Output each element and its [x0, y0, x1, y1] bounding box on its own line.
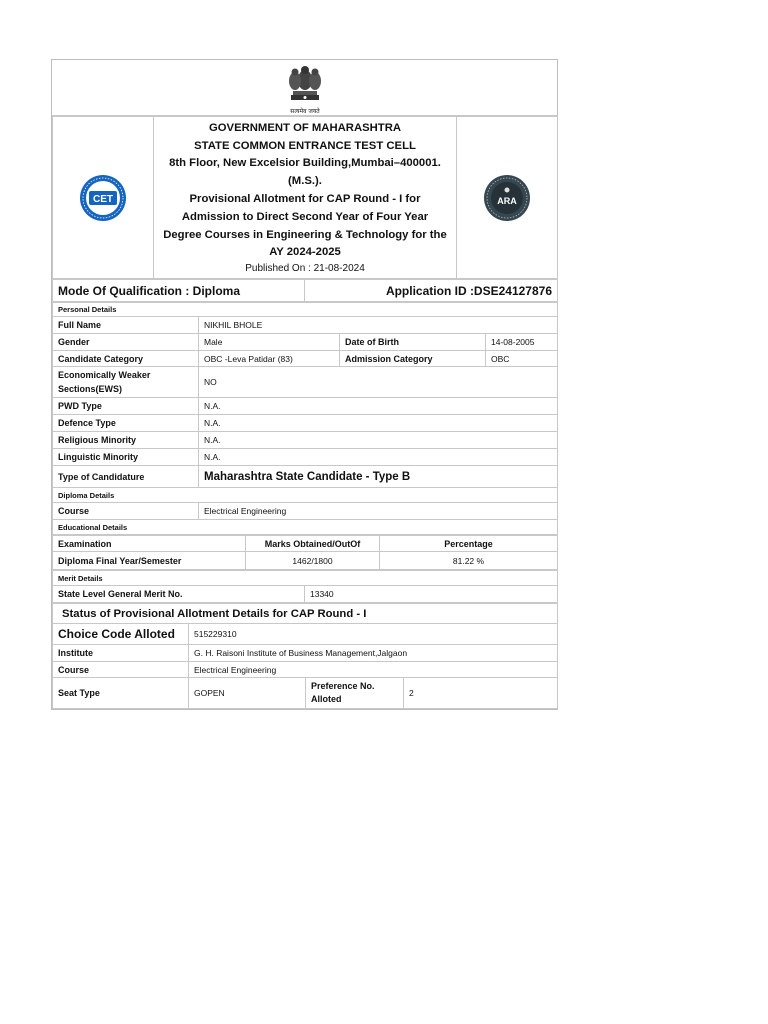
candidate-category-label: Candidate Category	[53, 351, 199, 367]
defence-type-label: Defence Type	[53, 415, 199, 432]
application-id: Application ID :DSE24127876	[305, 280, 558, 302]
educational-details-table	[52, 535, 558, 570]
religious-minority-value: N.A.	[199, 432, 558, 449]
candidature-type-label: Type of Candidature	[53, 466, 199, 488]
choice-code-value: 515229310	[189, 624, 558, 645]
header-line-3: 8th Floor, New Excelsior Building,Mumbai–400001.	[169, 157, 441, 170]
header-table	[52, 116, 558, 279]
right-logo-cell	[457, 117, 558, 279]
cet-cell-logo-icon	[58, 173, 148, 223]
mode-of-qualification: Mode Of Qualification : Diploma	[53, 280, 305, 302]
admission-category-value: OBC	[486, 351, 558, 367]
exam-value: Diploma Final Year/Semester	[53, 552, 246, 570]
admission-category-label: Admission Category	[340, 351, 486, 367]
marks-value: 1462/1800	[246, 552, 380, 570]
preference-no-value: 2	[404, 678, 558, 709]
percentage-value: 81.22 %	[380, 552, 558, 570]
svg-text:ARA: ARA	[497, 195, 517, 206]
pwd-type-label: PWD Type	[53, 398, 199, 415]
svg-text:CET: CET	[93, 193, 113, 205]
header-line-1: GOVERNMENT OF MAHARASHTRA	[208, 121, 402, 134]
ews-value: NO	[199, 367, 558, 398]
left-logo-cell	[53, 117, 154, 279]
allotment-table	[52, 603, 558, 709]
percentage-header: Percentage	[380, 536, 558, 552]
seat-type-label: Seat Type	[53, 678, 189, 709]
institute-value: G. H. Raisoni Institute of Business Management,Jalgaon	[189, 645, 558, 662]
preference-no-label: Preference No. Alloted	[306, 678, 404, 709]
header-line-8: AY 2024-2025	[269, 246, 341, 259]
merit-details-table	[52, 570, 558, 603]
diploma-details-heading: Diploma Details	[53, 488, 558, 503]
merit-no-label: State Level General Merit No.	[53, 586, 305, 603]
linguistic-minority-label: Linguistic Minority	[53, 449, 199, 466]
religious-minority-label: Religious Minority	[53, 432, 199, 449]
header-line-4: (M.S.).	[288, 175, 322, 188]
personal-details-table	[52, 302, 558, 535]
educational-details-heading: Educational Details	[53, 520, 558, 535]
emblem-motto: सत्यमेव जयते	[290, 108, 320, 115]
gender-label: Gender	[53, 334, 199, 351]
candidature-type-value: Maharashtra State Candidate - Type B	[199, 466, 558, 488]
seat-type-value: GOPEN	[189, 678, 306, 709]
merit-details-heading: Merit Details	[53, 571, 558, 586]
pwd-type-value: N.A.	[199, 398, 558, 415]
full-name-value: NIKHIL BHOLE	[199, 317, 558, 334]
allotment-letter	[51, 59, 558, 710]
marks-header: Marks Obtained/OutOf	[246, 536, 380, 552]
personal-details-heading: Personal Details	[53, 303, 558, 317]
dob-label: Date of Birth	[340, 334, 486, 351]
merit-no-value: 13340	[305, 586, 558, 603]
allotted-course-value: Electrical Engineering	[189, 662, 558, 678]
full-name-label: Full Name	[53, 317, 199, 334]
dob-value: 14-08-2005	[486, 334, 558, 351]
candidate-category-value: OBC -Leva Patidar (83)	[199, 351, 340, 367]
header-line-2: STATE COMMON ENTRANCE TEST CELL	[194, 139, 416, 152]
gender-value: Male	[199, 334, 340, 351]
state-emblem-icon	[283, 64, 327, 115]
header-line-6: Admission to Direct Second Year of Four Year	[181, 210, 429, 223]
header-line-7: Degree Courses in Engineering & Technology for the	[163, 228, 447, 241]
header-line-5: Provisional Allotment for CAP Round - I for	[189, 193, 421, 205]
diploma-course-value: Electrical Engineering	[199, 503, 558, 520]
ara-logo-icon	[462, 173, 552, 223]
allotment-heading: Status of Provisional Allotment Details for CAP Round - I	[53, 604, 558, 624]
defence-type-value: N.A.	[199, 415, 558, 432]
allotted-course-label: Course	[53, 662, 189, 678]
published-date: Published On : 21-08-2024	[245, 263, 365, 275]
choice-code-label: Choice Code Alloted	[53, 624, 189, 645]
header-title-cell	[154, 117, 457, 279]
linguistic-minority-value: N.A.	[199, 449, 558, 466]
ews-label: Economically Weaker Sections(EWS)	[53, 367, 199, 398]
exam-header: Examination	[53, 536, 246, 552]
diploma-course-label: Course	[53, 503, 199, 520]
institute-label: Institute	[53, 645, 189, 662]
mode-row-table	[52, 279, 558, 302]
emblem-row	[52, 60, 557, 116]
